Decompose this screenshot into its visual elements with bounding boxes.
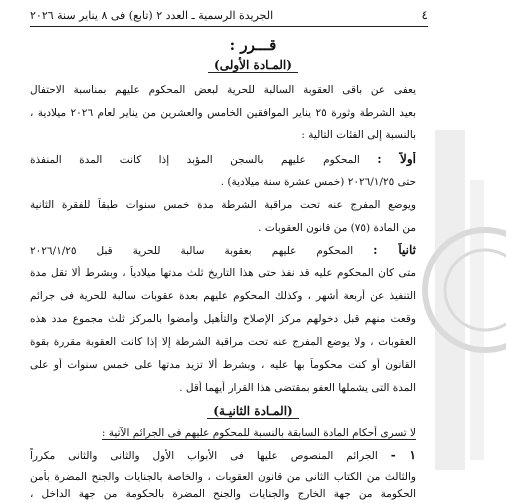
item-1-line: ويوضع المفرج عنه تحت مراقبة الشرطة مدة خمس سنوات طبقاً للفقرة الثانية bbox=[30, 199, 416, 211]
item-1-line: من المادة (٧٥) من قانون العقوبات . bbox=[258, 222, 416, 234]
article-2-intro bbox=[30, 426, 416, 440]
article-2-title-text: (المـادة الثانيـة) bbox=[207, 404, 298, 419]
article-1-title-text: (المـادة الأولى) bbox=[208, 58, 298, 73]
item-2-line bbox=[30, 243, 416, 258]
item-1-line bbox=[30, 152, 416, 167]
item-2-line: المدة التى يشملها العفو بمقتضى هذا القرار أيهما أقل . bbox=[179, 382, 416, 394]
article-2-item-line: والثالث من الكتاب الثانى من قانون العقوبات ، والخاصة بالجنايات والجنح المضرة بأمن bbox=[30, 471, 416, 483]
item-1-line: حتى ٢٠٢٦/١/٢٥ (خمس عشرة سنة ميلادية) . bbox=[220, 176, 416, 188]
article-2-intro-text: لا تسرى أحكام المادة السابقة بالنسبة للمحكوم عليهم فى الجرائم الآتية : bbox=[101, 427, 416, 439]
article-2-item-line bbox=[30, 448, 416, 463]
item-2-text: المحكوم عليهم بعقوبة سالبة للحرية قبل ٢٠٢٦/١/٢٥ bbox=[30, 245, 354, 257]
item-2-line: وقعت منهم قبل دخولهم مركز الإصلاح والتأهيل وأمضوا بالمركز ثلث مجموع مدد هذه bbox=[30, 313, 416, 325]
item-2-line: التنفيذ عن أربعة أشهر ، وكذلك المحكوم عليهم بعدة عقوبات سالبة للحرية فى جرائم bbox=[30, 290, 416, 302]
page-number: ٤ bbox=[421, 8, 428, 22]
item-2-line: العقوبات ، ولا يوضع المفرج عنه تحت مراقبة الشرطة إلا إذا كانت العقوبة مقررة بقوة bbox=[30, 336, 416, 348]
item-2-line: القانون أو كنت محكوماً بها عليه ، وبشرط ألا تزيد مدتها على خمس سنوات أو على bbox=[30, 359, 416, 371]
article-2-title bbox=[0, 404, 506, 418]
article-1-title bbox=[0, 58, 506, 72]
item-1-text: المحكوم عليهم بالسجن المؤبد إذا كانت المدة المنفذة bbox=[30, 154, 360, 166]
item-2-label: ثانياً : bbox=[373, 243, 416, 257]
article-2-item-1-label: ١ - bbox=[390, 448, 416, 462]
article-2-item-line: الحكومة من جهة الخارج والجنايات والجنح المضرة بالحكومة من جهة الداخل ، bbox=[30, 488, 416, 500]
item-1-label: أولاً : bbox=[377, 152, 416, 166]
article-1-line: بالنسبة إلى الفئات التالية : bbox=[301, 129, 416, 141]
item-2-line: متى كان المحكوم عليه قد نفذ حتى هذا التاريخ ثلث مدتها ميلادياً ، وبشرط ألا تقل مدة bbox=[30, 267, 416, 279]
running-header bbox=[30, 4, 428, 27]
article-1-line: بعيد الشرطة وثورة ٢٥ يناير الموافقين الخامس والعشرين من يناير لعام ٢٠٢٦ ميلادية ، bbox=[30, 107, 416, 119]
article-2-item-1-text: الجرائم المنصوص عليها فى الأبواب الأول والثانى والثانى مكرراً bbox=[30, 450, 378, 462]
article-1-line: يعفى عن باقى العقوبة السالبة للحرية لبعض المحكوم عليهم بمناسبة الاحتفال bbox=[30, 84, 416, 96]
decree-title: قـــرر : bbox=[229, 36, 277, 54]
running-title: الجريدة الرسمية ـ العدد ٢ (تابع) فى ٨ يناير سنة ٢٠٢٦ bbox=[30, 8, 274, 22]
